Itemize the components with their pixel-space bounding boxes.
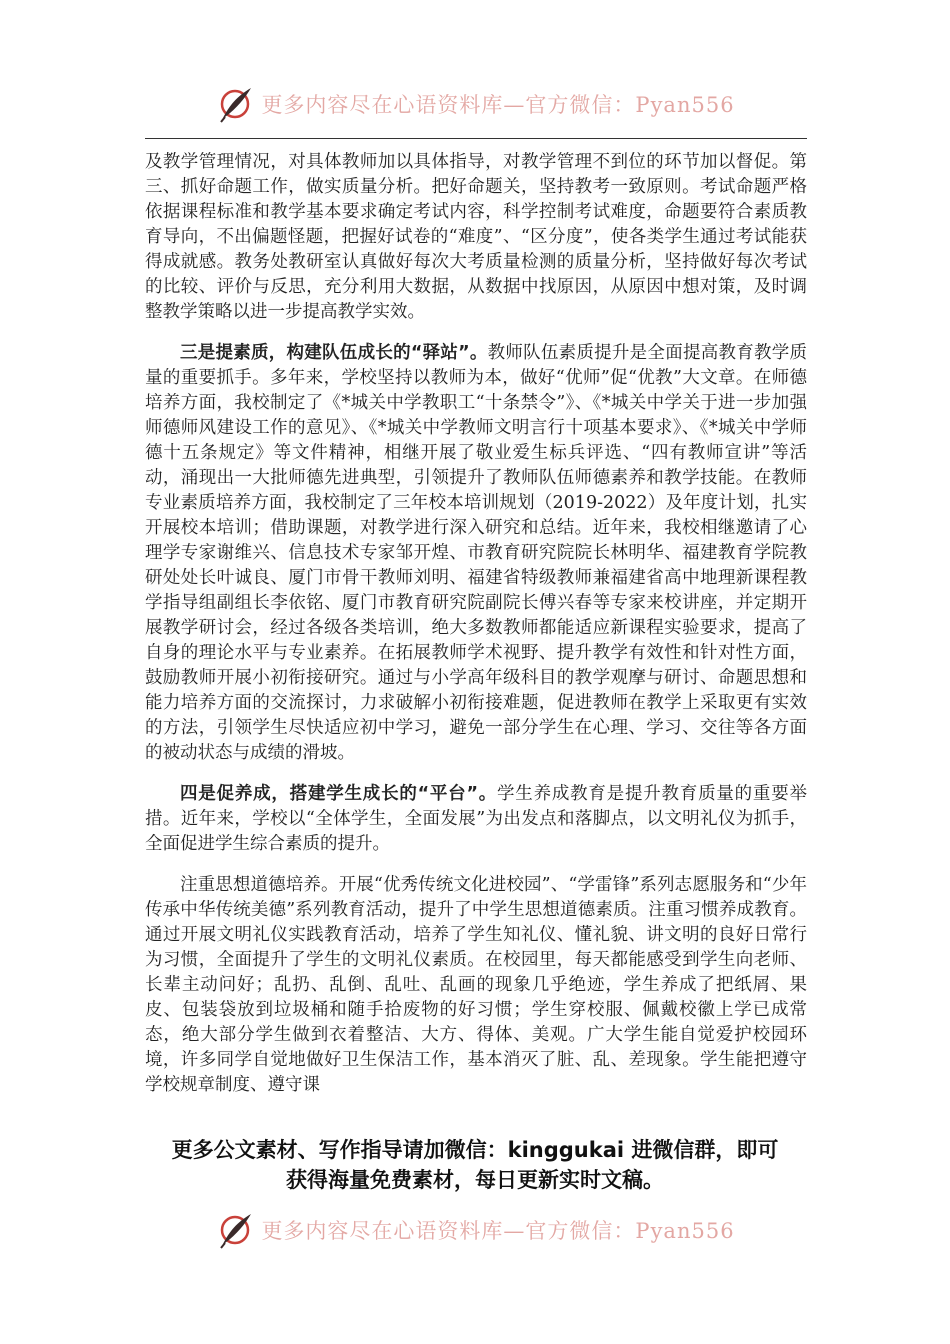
paragraph-3	[145, 782, 807, 857]
document-body	[145, 150, 807, 1114]
promo-line-1: 更多公文素材、写作指导请加微信：kinggukai 进微信群，即可	[171, 1138, 779, 1162]
paragraph-3-text: 学生养成教育是提升教育质量的重要举措。近年来，学校以“全体学生，全面发展”为出发点和落脚点，以文明礼仪为抓手，全面促进学生综合素质的提升。	[145, 784, 807, 854]
header-divider	[145, 138, 807, 139]
quill-pen-logo-icon	[215, 84, 255, 124]
paragraph-2	[145, 341, 807, 766]
promo-line-2: 获得海量免费素材，每日更新实时文稿。	[286, 1168, 664, 1192]
promo-notice	[140, 1135, 810, 1195]
paragraph-2-heading: 三是提素质，构建队伍成长的“驿站”。	[180, 343, 488, 363]
footer-banner-text: 更多内容尽在心语资料库—官方微信：Pyan556	[261, 1219, 735, 1243]
paragraph-2-text: 教师队伍素质提升是全面提高教育教学质量的重要抓手。多年来，学校坚持以教师为本，做好“优师”促“优教”大文章。在师德培养方面，我校制定了《*城关中学教职工“十条禁令”》、《*城关中学关于进一步加强师德师风建设工作的意见》、《*城关中学教师文明言行十项基本要求》、《*城关中学师德十五条规定》等文件精神，相继开展了敬业爱生标兵评选、“四有教师宣讲”等活动，涌现出一大批师德先进典型，引领提升了教师队伍师德素养和教学技能。在教师专业素质培养方面，我校制定了三年校本培训规划（2019-2022）及年度计划，扎实开展校本培训；借助课题，对教学进行深入研究和总结。近年来，我校相继邀请了心理学专家谢维兴、信息技术专家邹开煌、市教育研究院院长林明华、福建教育学院教研处处长叶诚良、厦门市骨干教师刘明、福建省特级教师兼福建省高中地理新课程教学指导组副组长李依铭、厦门市教育研究院副院长傅兴春等专家来校讲座，并定期开展教学研讨会，经过各级各类培训，绝大多数教师都能适应新课程实验要求，提高了自身的理论水平与专业素养。在拓展教师学术视野、提升教学有效性和针对性方面，鼓励教师开展小初衔接研究。通过与小学高年级科目的教学观摩与研讨、命题思想和能力培养方面的交流探讨，力求破解小初衔接难题，促进教师在教学上采取更有实效的方法，引领学生尽快适应初中学习，避免一部分学生在心理、学习、交往等各方面的被动状态与成绩的滑坡。	[145, 343, 807, 763]
footer-banner	[0, 1208, 950, 1252]
banner-text: 更多内容尽在心语资料库—官方微信：Pyan556	[261, 93, 735, 117]
paragraph-3-heading: 四是促养成，搭建学生成长的“平台”。	[180, 784, 498, 804]
quill-pen-logo-icon	[215, 1210, 255, 1250]
header-banner	[0, 82, 950, 126]
paragraph-1: 及教学管理情况，对具体教师加以具体指导，对教学管理不到位的环节加以督促。第三、抓好命题工作，做实质量分析。把好命题关，坚持教考一致原则。考试命题严格依据课程标准和教学基本要求确定考试内容，科学控制考试难度，命题要符合素质教育导向，不出偏题怪题，把握好试卷的“难度”、“区分度”，使各类学生通过考试能获得成就感。教务处教研室认真做好每次大考质量检测的质量分析，坚持做好每次考试的比较、评价与反思，充分利用大数据，从数据中找原因，从原因中想对策，及时调整教学策略以进一步提高教学实效。	[145, 152, 807, 322]
paragraph-4: 注重思想道德培养。开展“优秀传统文化进校园”、“学雷锋”系列志愿服务和“少年传承中华传统美德”系列教育活动，提升了中学生思想道德素质。注重习惯养成教育。通过开展文明礼仪实践教育活动，培养了学生知礼仪、懂礼貌、讲文明的良好日常行为习惯，全面提升了学生的文明礼仪素质。在校园里，每天都能感受到学生向老师、长辈主动问好；乱扔、乱倒、乱吐、乱画的现象几乎绝迹，学生养成了把纸屑、果皮、包装袋放到垃圾桶和随手拾废物的好习惯；学生穿校服、佩戴校徽上学已成常态，绝大部分学生做到衣着整洁、大方、得体、美观。广大学生能自觉爱护校园环境，许多同学自觉地做好卫生保洁工作，基本消灭了脏、乱、差现象。学生能把遵守学校规章制度、遵守课	[145, 875, 807, 1095]
